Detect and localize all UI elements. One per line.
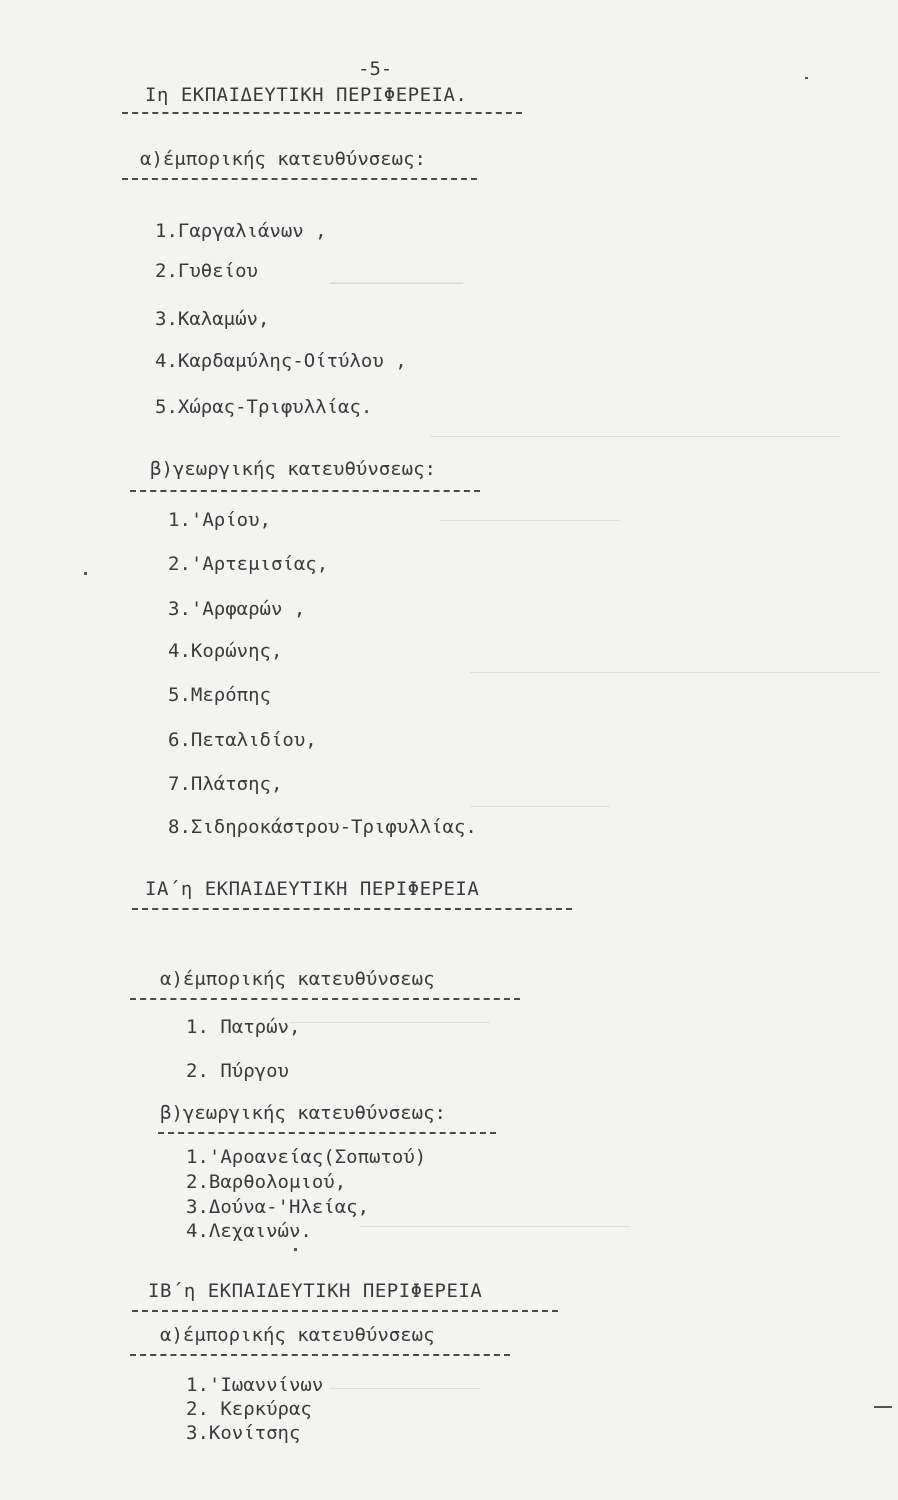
show-through-rule <box>440 520 620 521</box>
list-item: 2.'Αρτεμισίας, <box>168 553 329 575</box>
list-item: 8.Σιδηροκάστρου-Τριφυλλίας. <box>168 816 477 838</box>
show-through-rule <box>470 672 880 673</box>
page-number: -5- <box>358 58 393 80</box>
scan-speck <box>805 77 808 79</box>
show-through-rule <box>430 436 840 437</box>
region-title: ΙΒ΄η ΕΚΠΑΙΔΕΥΤΙΚΗ ΠΕΡΙΦΕΡΕΙΑ <box>148 1280 483 1302</box>
region-title: Ιη ΕΚΠΑΙΔΕΥΤΙΚΗ ΠΕΡΙΦΕΡΕΙΑ. <box>145 84 468 106</box>
list-item: 2.Βαρθολομιού, <box>186 1171 347 1193</box>
scan-speck <box>294 1248 297 1251</box>
list-item: 4.Λεχαινών. <box>186 1220 312 1242</box>
list-item: 4.Κορώνης, <box>168 640 283 662</box>
section-heading: β)γεωργικής κατευθύνσεως: <box>150 458 436 480</box>
list-item: 5.Χώρας-Τριφυλλίας. <box>155 396 373 418</box>
list-item: 2.Γυθείου <box>155 260 258 282</box>
heading-underline <box>130 998 520 1000</box>
section-heading: β)γεωργικής κατευθύνσεως: <box>160 1102 446 1124</box>
section-heading: α)έμπορικής κατευθύνσεως <box>160 1324 435 1346</box>
show-through-rule <box>470 806 610 807</box>
list-item: 3.Δούνα-'Ηλείας, <box>186 1196 370 1218</box>
show-through-rule <box>290 1022 490 1023</box>
section-heading: α)έμπορικής κατευθύνσεως: <box>140 148 426 170</box>
list-item: 5.Μερόπης <box>168 684 271 706</box>
list-item: 1.Γαργαλιάνων , <box>155 220 327 242</box>
heading-underline <box>130 490 480 492</box>
list-item: 3.Καλαμών, <box>155 308 270 330</box>
section-heading: α)έμπορικής κατευθύνσεως <box>160 968 435 990</box>
list-item: 6.Πεταλιδίου, <box>168 729 317 751</box>
list-item: 7.Πλάτσης, <box>168 773 283 795</box>
show-through-rule <box>360 1226 630 1227</box>
heading-underline <box>122 178 477 180</box>
list-item: 2. Πύργου <box>186 1060 289 1082</box>
scan-speck <box>84 572 87 575</box>
list-item: 1.'Αροανείας(Σοπωτού) <box>186 1146 427 1168</box>
show-through-line: ───────────── <box>330 274 464 294</box>
scan-speck <box>874 1406 892 1408</box>
list-item: 4.Καρδαμύλης-Οίτύλου , <box>155 350 407 372</box>
title-underline <box>132 1310 558 1312</box>
region-title: ΙΑ΄η ΕΚΠΑΙΔΕΥΤΙΚΗ ΠΕΡΙΦΕΡΕΙΑ <box>145 878 480 900</box>
list-item: 3.Κονίτσης <box>186 1422 301 1444</box>
list-item: 3.'Αρφαρών , <box>168 598 306 620</box>
list-item: 1. Πατρών, <box>186 1016 301 1038</box>
list-item: 1.'Αρίου, <box>168 509 271 531</box>
list-item: 2. Κερκύρας <box>186 1398 312 1420</box>
heading-underline <box>158 1132 496 1134</box>
heading-underline <box>130 1354 510 1356</box>
list-item: 1.'Ιωαννίνων <box>186 1374 324 1396</box>
show-through-rule <box>330 1388 480 1389</box>
title-underline <box>132 908 572 910</box>
title-underline <box>122 112 522 114</box>
